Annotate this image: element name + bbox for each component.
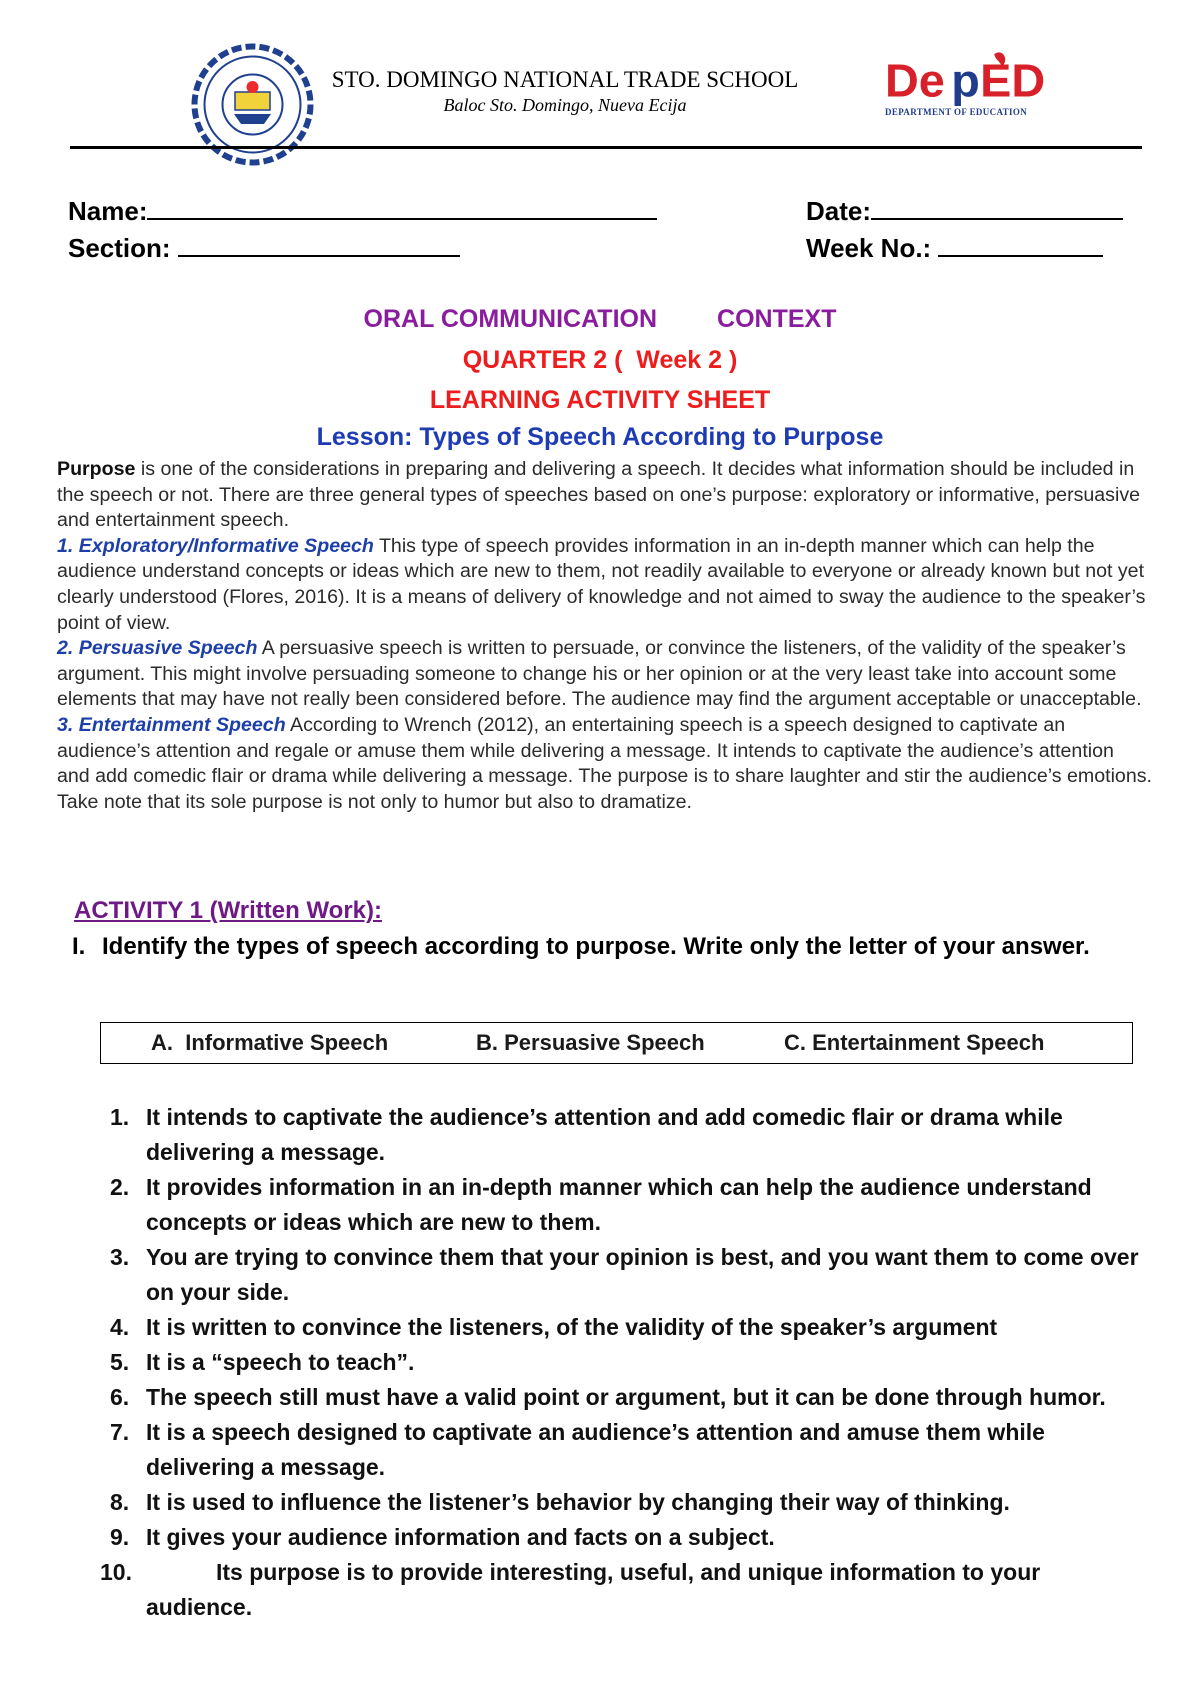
list-item xyxy=(100,1170,1150,1240)
activity-title: ACTIVITY 1 (Written Work): xyxy=(74,897,383,924)
subject-title xyxy=(0,305,1200,334)
date-blank[interactable] xyxy=(871,196,1123,220)
list-item xyxy=(100,1485,1150,1520)
type-text-2: A persuasive speech is written to persuade, or convince the listeners, of the validity of the speaker’s argument. This might involve persuading someone to change his or her opinion or at the very least take into account some elements that may have not really been considered before. The audience may find the argument acceptable or unacceptable. xyxy=(57,637,1142,711)
subject-label: ORAL COMMUNICATION xyxy=(363,305,658,333)
item-text: It intends to captivate the audience’s attention and add comedic flair or drama while delivering a message. xyxy=(146,1104,1063,1165)
choice-c: C. Entertainment Speech xyxy=(784,1030,1045,1055)
item-text: It provides information in an in-depth manner which can help the audience understand concepts or ideas which are new to them. xyxy=(146,1174,1092,1235)
list-item xyxy=(100,1415,1150,1485)
date-field xyxy=(806,196,1123,226)
activity-instruction xyxy=(72,929,1112,965)
lesson-title: Lesson: Types of Speech According to Purpose xyxy=(316,423,884,451)
list-item xyxy=(100,1555,1150,1625)
section-blank[interactable] xyxy=(178,233,460,257)
item-number: 9. xyxy=(110,1524,130,1550)
item-number: 10. xyxy=(100,1559,132,1585)
item-number: 3. xyxy=(110,1244,130,1270)
svg-text:p: p xyxy=(951,54,980,107)
svg-text:ED: ED xyxy=(980,54,1046,107)
sheet-title: LEARNING ACTIVITY SHEET xyxy=(429,386,771,414)
item-number: 6. xyxy=(110,1384,130,1410)
intro-paragraph xyxy=(57,457,1152,534)
type-paragraph-3 xyxy=(57,713,1152,815)
item-text: It gives your audience information and facts on a subject. xyxy=(146,1524,775,1550)
deped-logo xyxy=(885,40,1080,130)
type-text-3: According to Wrench (2012), an entertaining speech is a speech designed to captivate an audience’s attention and regale or amuse them while delivering a message. It intends to captivate the audience’s attention and add comedic flair or drama while delivering a message. The purpose is to share laughter and stir the audience’s emotions. Take note that its sole purpose is not only to humor but also to dramatize. xyxy=(57,713,1152,813)
svg-text:DEPARTMENT OF EDUCATION: DEPARTMENT OF EDUCATION xyxy=(885,107,1028,118)
item-text: It is a “speech to teach”. xyxy=(146,1349,415,1375)
item-number: 7. xyxy=(110,1419,130,1445)
header-divider xyxy=(70,146,1142,149)
list-item xyxy=(100,1100,1150,1170)
school-name: STO. DOMINGO NATIONAL TRADE SCHOOL xyxy=(331,67,799,92)
type-heading-2: 2. Persuasive Speech xyxy=(57,637,258,660)
intro-text: is one of the considerations in preparing and delivering a speech. It decides what information should be included in the speech or not. There are three general types of speeches based on one’s purpose: exploratory or informative, persuasive and entertainment speech. xyxy=(57,458,1141,532)
quarter-title: QUARTER 2 ( Week 2 ) xyxy=(462,346,738,374)
list-item xyxy=(100,1240,1150,1310)
name-field xyxy=(68,196,657,226)
item-number: 8. xyxy=(110,1489,130,1515)
question-list xyxy=(100,1100,1150,1625)
date-label: Date: xyxy=(806,196,872,226)
type-heading-1: 1. Exploratory/Informative Speech xyxy=(57,534,374,557)
name-blank[interactable] xyxy=(147,196,657,220)
choices-box xyxy=(100,1022,1133,1064)
week-field xyxy=(806,233,1103,263)
context-label: CONTEXT xyxy=(717,305,837,333)
instruction-number: I. xyxy=(72,933,86,960)
week-label: Week No.: xyxy=(806,233,932,263)
list-item xyxy=(100,1345,1150,1380)
list-item xyxy=(100,1520,1150,1555)
item-number: 5. xyxy=(110,1349,130,1375)
svg-text:De: De xyxy=(885,54,945,107)
section-label: Section: xyxy=(68,233,171,263)
week-blank[interactable] xyxy=(938,233,1103,257)
item-text: It is used to influence the listener’s behavior by changing their way of thinking. xyxy=(146,1489,1010,1515)
school-address: Baloc Sto. Domingo, Nueva Ecija xyxy=(443,95,687,115)
section-field xyxy=(68,233,460,263)
lesson-body xyxy=(57,457,1152,815)
item-number: 1. xyxy=(110,1104,130,1130)
instruction-text: Identify the types of speech according to purpose. Write only the letter of your answer. xyxy=(102,933,1090,960)
choice-b: B. Persuasive Speech xyxy=(476,1030,705,1055)
name-label: Name: xyxy=(68,196,148,226)
item-number: 4. xyxy=(110,1314,130,1340)
item-text: Its purpose is to provide interesting, useful, and unique information to your audience. xyxy=(146,1559,1041,1620)
type-paragraph-2 xyxy=(57,636,1152,713)
item-text: It is a speech designed to captivate an audience’s attention and amuse them while delivering a message. xyxy=(146,1419,1045,1480)
item-text: The speech still must have a valid point or argument, but it can be done through humor. xyxy=(146,1384,1106,1410)
list-item xyxy=(100,1380,1150,1415)
item-text: It is written to convince the listeners, of the validity of the speaker’s argument xyxy=(146,1314,998,1340)
list-item xyxy=(100,1310,1150,1345)
type-paragraph-1 xyxy=(57,534,1152,636)
item-number: 2. xyxy=(110,1174,130,1200)
intro-term: Purpose xyxy=(57,458,136,480)
item-text: You are trying to convince them that your opinion is best, and you want them to come over on your side. xyxy=(146,1244,1139,1305)
type-text-1: This type of speech provides information in an in-depth manner which can help the audience understand concepts or ideas which are new to them, not readily available to everyone or already known but not yet clearly understood (Flores, 2016). It is a means of delivery of knowledge and not aimed to sway the audience to the speaker’s point of view. xyxy=(57,534,1146,634)
choice-a: A. Informative Speech xyxy=(151,1030,389,1055)
type-heading-3: 3. Entertainment Speech xyxy=(57,713,286,736)
